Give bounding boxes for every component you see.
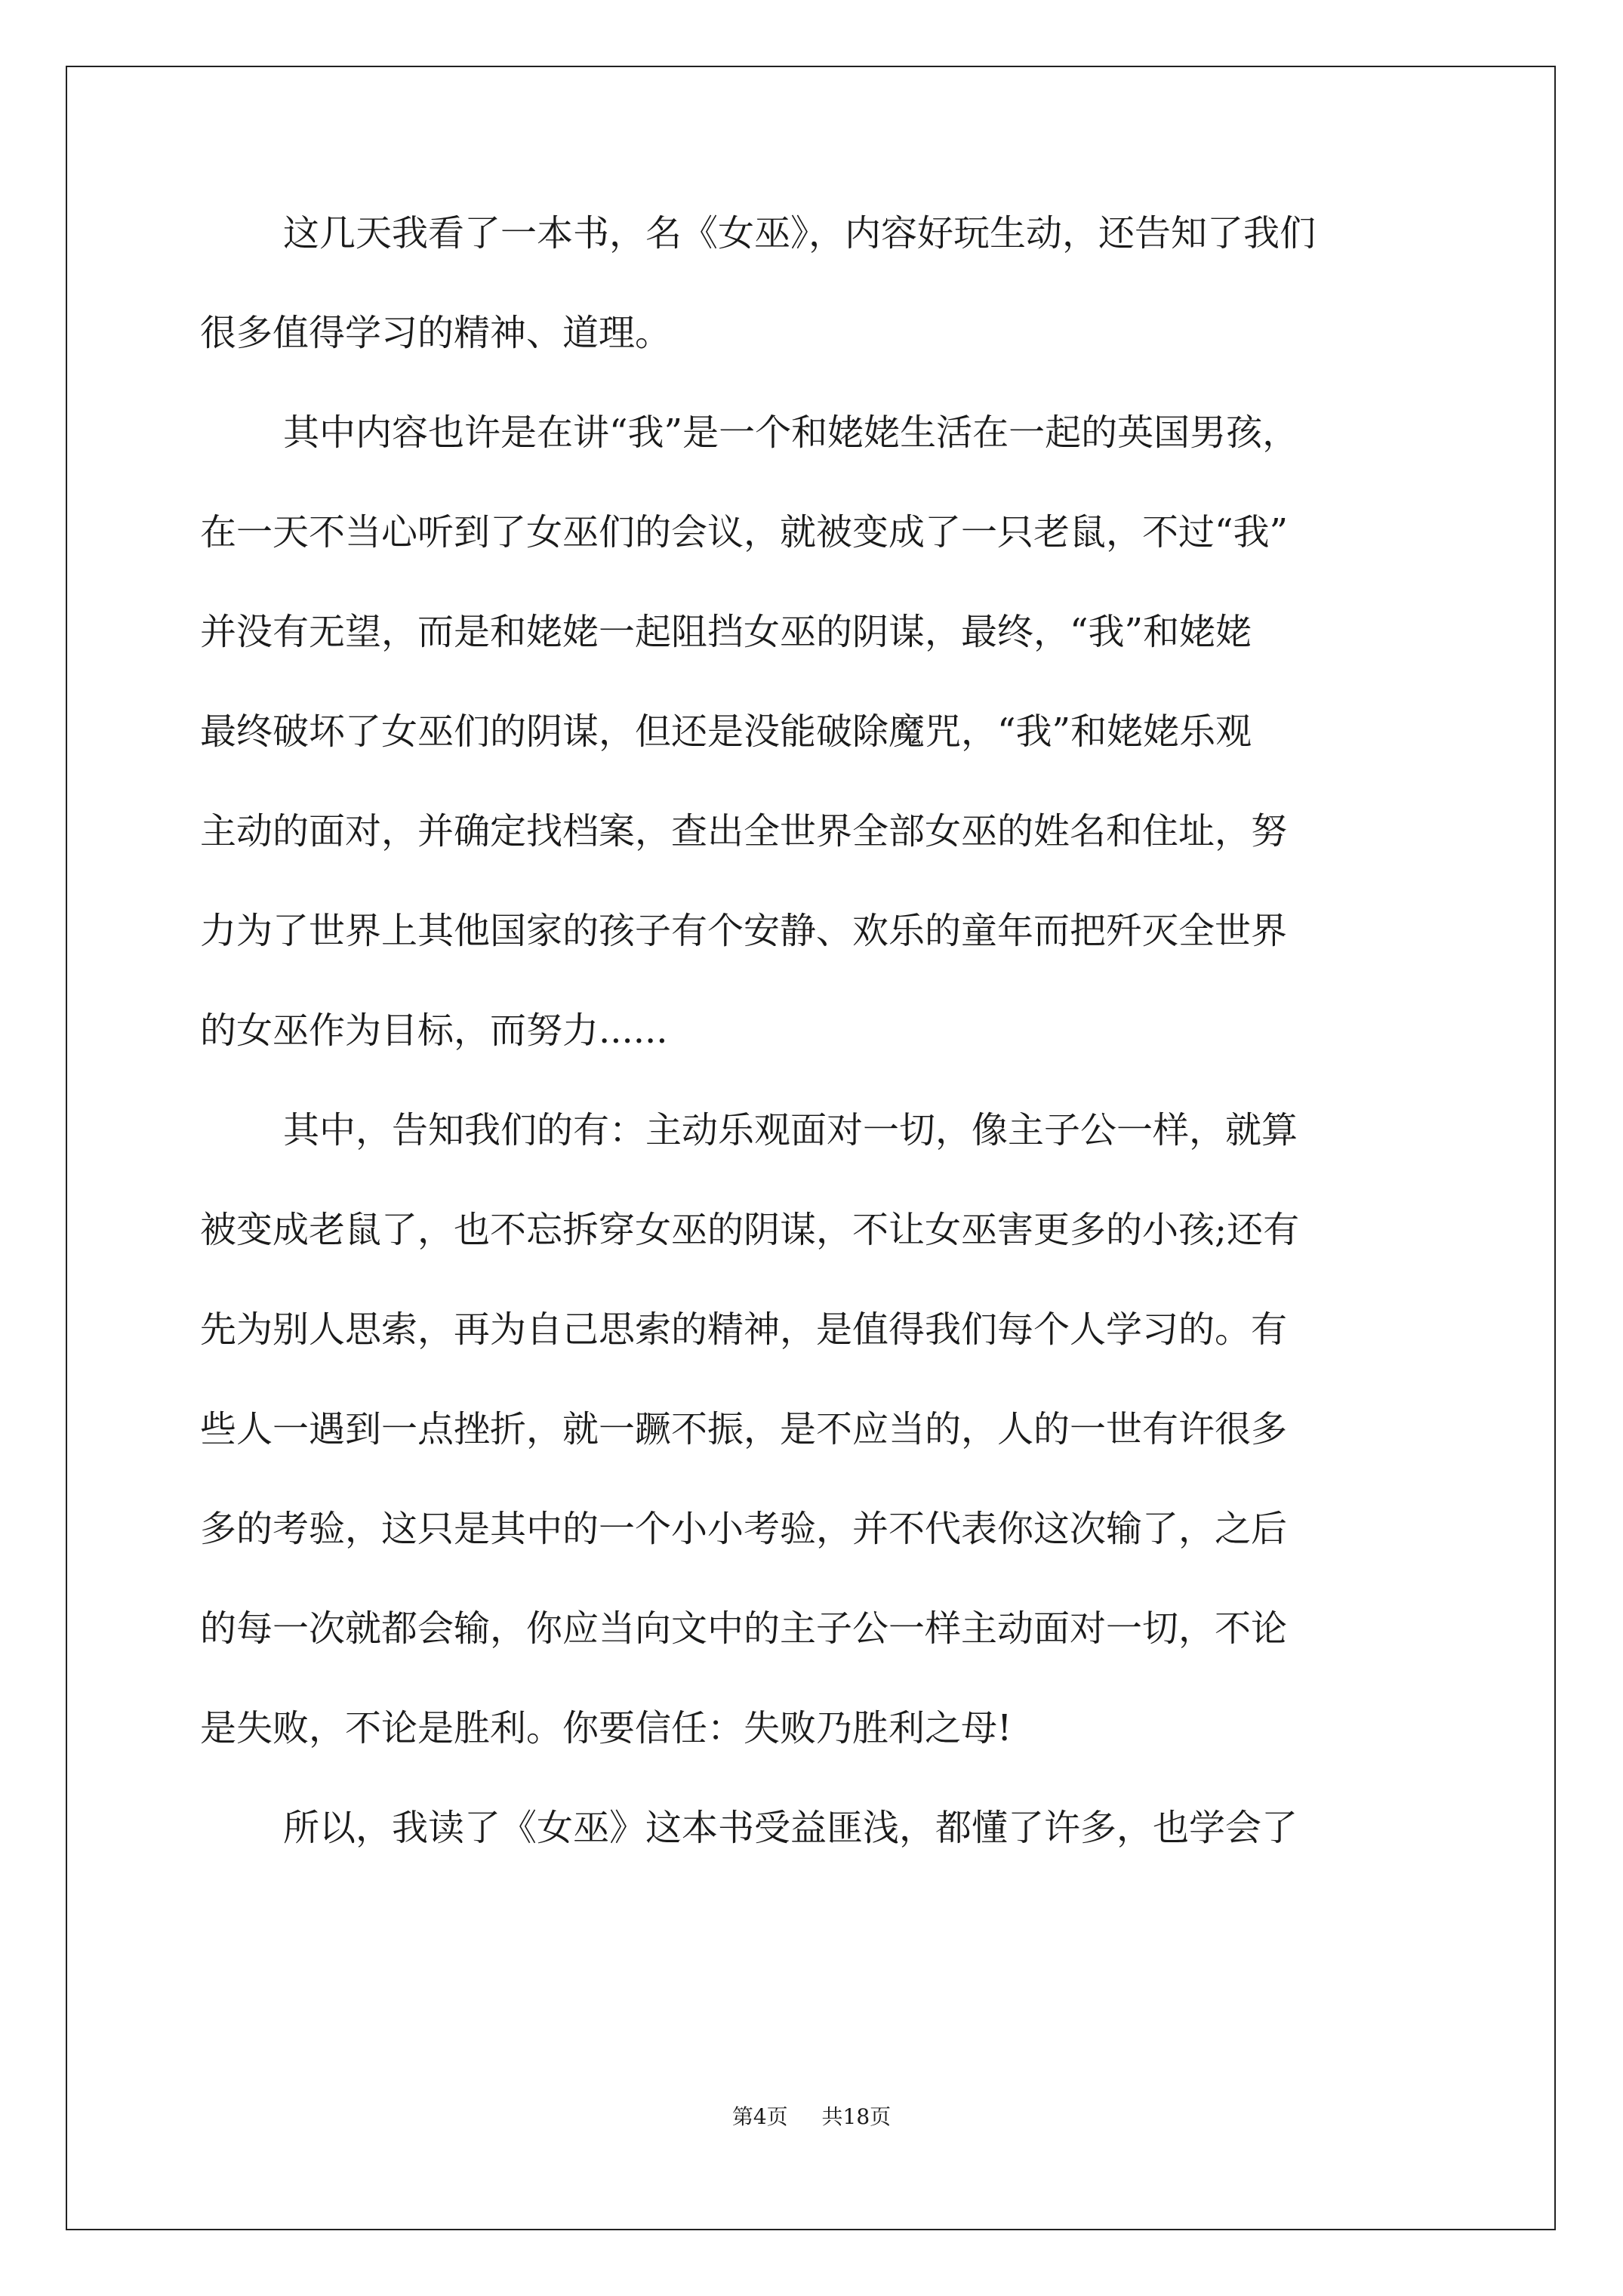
document-body (200, 211, 1423, 1906)
page-number: 第4页 (731, 2104, 788, 2129)
paragraph-3-line-3: 先为别人思索，再为自己思索的精神，是值得我们每个人学习的。有 (200, 1308, 1288, 1351)
paragraph-3-line-2: 被变成老鼠了，也不忘拆穿女巫的阴谋，不让女巫害更多的小孩;还有 (200, 1209, 1300, 1251)
paragraph-3-line-4: 些人一遇到一点挫折，就一蹶不振，是不应当的，人的一世有许很多 (200, 1408, 1288, 1450)
paragraph-2-line-6: 力为了世界上其他国家的孩子有个安静、欢乐的童年而把歼灭全世界 (200, 910, 1288, 952)
paragraph-2-line-7: 的女巫作为目标，而努力...... (200, 1009, 668, 1052)
paragraph-2-line-4: 最终破坏了女巫们的阴谋，但还是没能破除魔咒，“我”和姥姥乐观 (200, 710, 1252, 753)
paragraph-2-line-2: 在一天不当心听到了女巫们的会议，就被变成了一只老鼠，不过“我” (200, 511, 1289, 553)
paragraph-3-line-7: 是失败，不论是胜利。你要信任：失败乃胜利之母! (200, 1707, 1012, 1749)
paragraph-3-line-1: 其中，告知我们的有：主动乐观面对一切，像主子公一样，就算 (283, 1109, 1298, 1151)
paragraph-2-line-1: 其中内容也许是在讲“我”是一个和姥姥生活在一起的英国男孩， (283, 411, 1299, 454)
paragraph-4-line-1: 所以，我读了《女巫》这本书受益匪浅，都懂了许多，也学会了 (283, 1807, 1298, 1849)
paragraph-1-line-1: 这几天我看了一本书，名《女巫》，内容好玩生动，还告知了我们 (283, 212, 1317, 254)
page-footer (0, 2100, 1623, 2131)
paragraph-2-line-5: 主动的面对，并确定找档案，查出全世界全部女巫的姓名和住址，努 (200, 810, 1288, 852)
paragraph-2-line-3: 并没有无望，而是和姥姥一起阻挡女巫的阴谋，最终，“我”和姥姥 (200, 611, 1252, 653)
paragraph-1-line-2: 很多值得学习的精神、道理。 (200, 312, 672, 354)
page-total: 共18页 (821, 2104, 892, 2129)
paragraph-3-line-6: 的每一次就都会输，你应当向文中的主子公一样主动面对一切，不论 (200, 1607, 1288, 1650)
paragraph-3-line-5: 多的考验，这只是其中的一个小小考验，并不代表你这次输了，之后 (200, 1508, 1288, 1550)
